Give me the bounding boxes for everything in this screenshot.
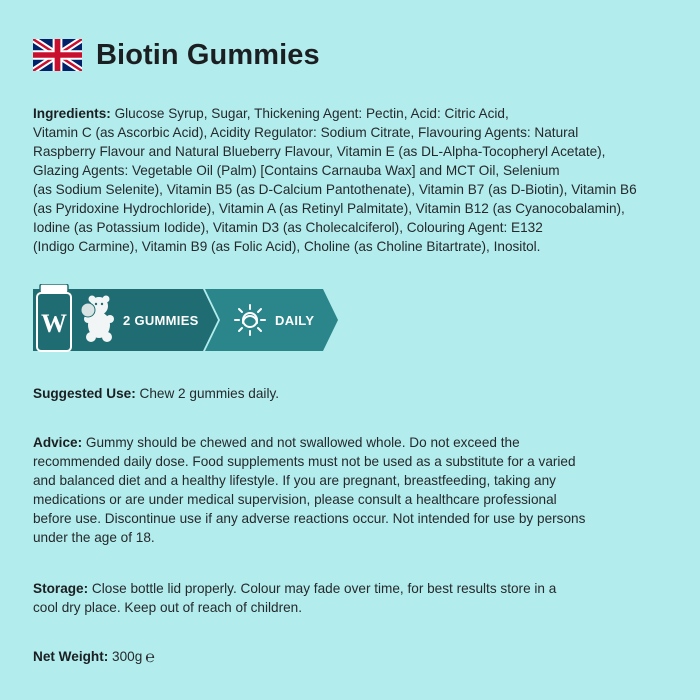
advice-line: and balanced diet and a healthy lifestyle. If you are pregnant, breastfeeding, taking any bbox=[33, 473, 556, 488]
ingredients-line: Raspberry Flavour and Natural Blueberry Flavour, Vitamin E (as DL-Alpha-Tocopheryl Acetate), bbox=[33, 144, 606, 159]
advice-line: before use. Discontinue use if any adverse reactions occur. Not intended for use by persons bbox=[33, 511, 586, 526]
advice-line: recommended daily dose. Food supplements must not be used as a substitute for a varied bbox=[33, 454, 576, 469]
advice-line: Gummy should be chewed and not swallowed whole. Do not exceed the bbox=[82, 435, 520, 450]
storage-line: cool dry place. Keep out of reach of children. bbox=[33, 600, 303, 615]
advice-line: under the age of 18. bbox=[33, 530, 155, 545]
ingredients-line: (as Sodium Selenite), Vitamin B5 (as D-Calcium Pantothenate), Vitamin B7 (as D-Biotin), Vitamin B6 bbox=[33, 182, 637, 197]
storage-label: Storage: bbox=[33, 581, 89, 596]
ingredients-line: Vitamin C (as Ascorbic Acid), Acidity Regulator: Sodium Citrate, Flavouring Agents: Natural bbox=[33, 125, 579, 140]
advice-label: Advice: bbox=[33, 435, 83, 450]
ingredients-line: Glucose Syrup, Sugar, Thickening Agent: Pectin, Acid: Citric Acid, bbox=[110, 106, 509, 121]
ingredients-line: Glazing Agents: Vegetable Oil (Palm) [Contains Carnauba Wax] and MCT Oil, Selenium bbox=[33, 163, 560, 178]
suggested-use-text: Chew 2 gummies daily. bbox=[135, 386, 280, 401]
uk-flag-icon bbox=[33, 39, 82, 71]
dosage-frequency-band bbox=[205, 289, 338, 351]
estimated-sign-icon: ℮ bbox=[145, 649, 155, 666]
ingredients-line: (as Pyridoxine Hydrochloride), Vitamin A (as Retinyl Palmitate), Vitamin B12 (as Cyanocobalamin), bbox=[33, 201, 625, 216]
page-title: Biotin Gummies bbox=[96, 38, 320, 71]
suggested-use-label: Suggested Use: bbox=[33, 386, 136, 401]
suggested-use-section bbox=[33, 384, 673, 403]
dosage-frequency-label: DAILY bbox=[275, 313, 315, 328]
dosage-banner bbox=[33, 284, 343, 356]
svg-text:W: W bbox=[41, 309, 67, 338]
net-weight-value: 300g bbox=[108, 649, 143, 664]
advice-line: medications or are under medical supervision, please consult a healthcare professional bbox=[33, 492, 557, 507]
ingredients-label: Ingredients: bbox=[33, 106, 111, 121]
storage-line: Close bottle lid properly. Colour may fade over time, for best results store in a bbox=[88, 581, 557, 596]
ingredients-section bbox=[33, 104, 673, 256]
ingredients-line: (Indigo Carmine), Vitamin B9 (as Folic Acid), Choline (as Choline Bitartrate), Inositol. bbox=[33, 239, 541, 254]
storage-section bbox=[33, 579, 673, 617]
net-weight-label: Net Weight: bbox=[33, 649, 109, 664]
bottle-icon bbox=[37, 284, 71, 351]
header bbox=[33, 38, 320, 72]
ingredients-line: Iodine (as Potassium Iodide), Vitamin D3 (as Cholecalciferol), Colouring Agent: E132 bbox=[33, 220, 543, 235]
dosage-amount-label: 2 GUMMIES bbox=[123, 313, 199, 328]
advice-section bbox=[33, 433, 673, 547]
net-weight-section bbox=[33, 647, 673, 666]
